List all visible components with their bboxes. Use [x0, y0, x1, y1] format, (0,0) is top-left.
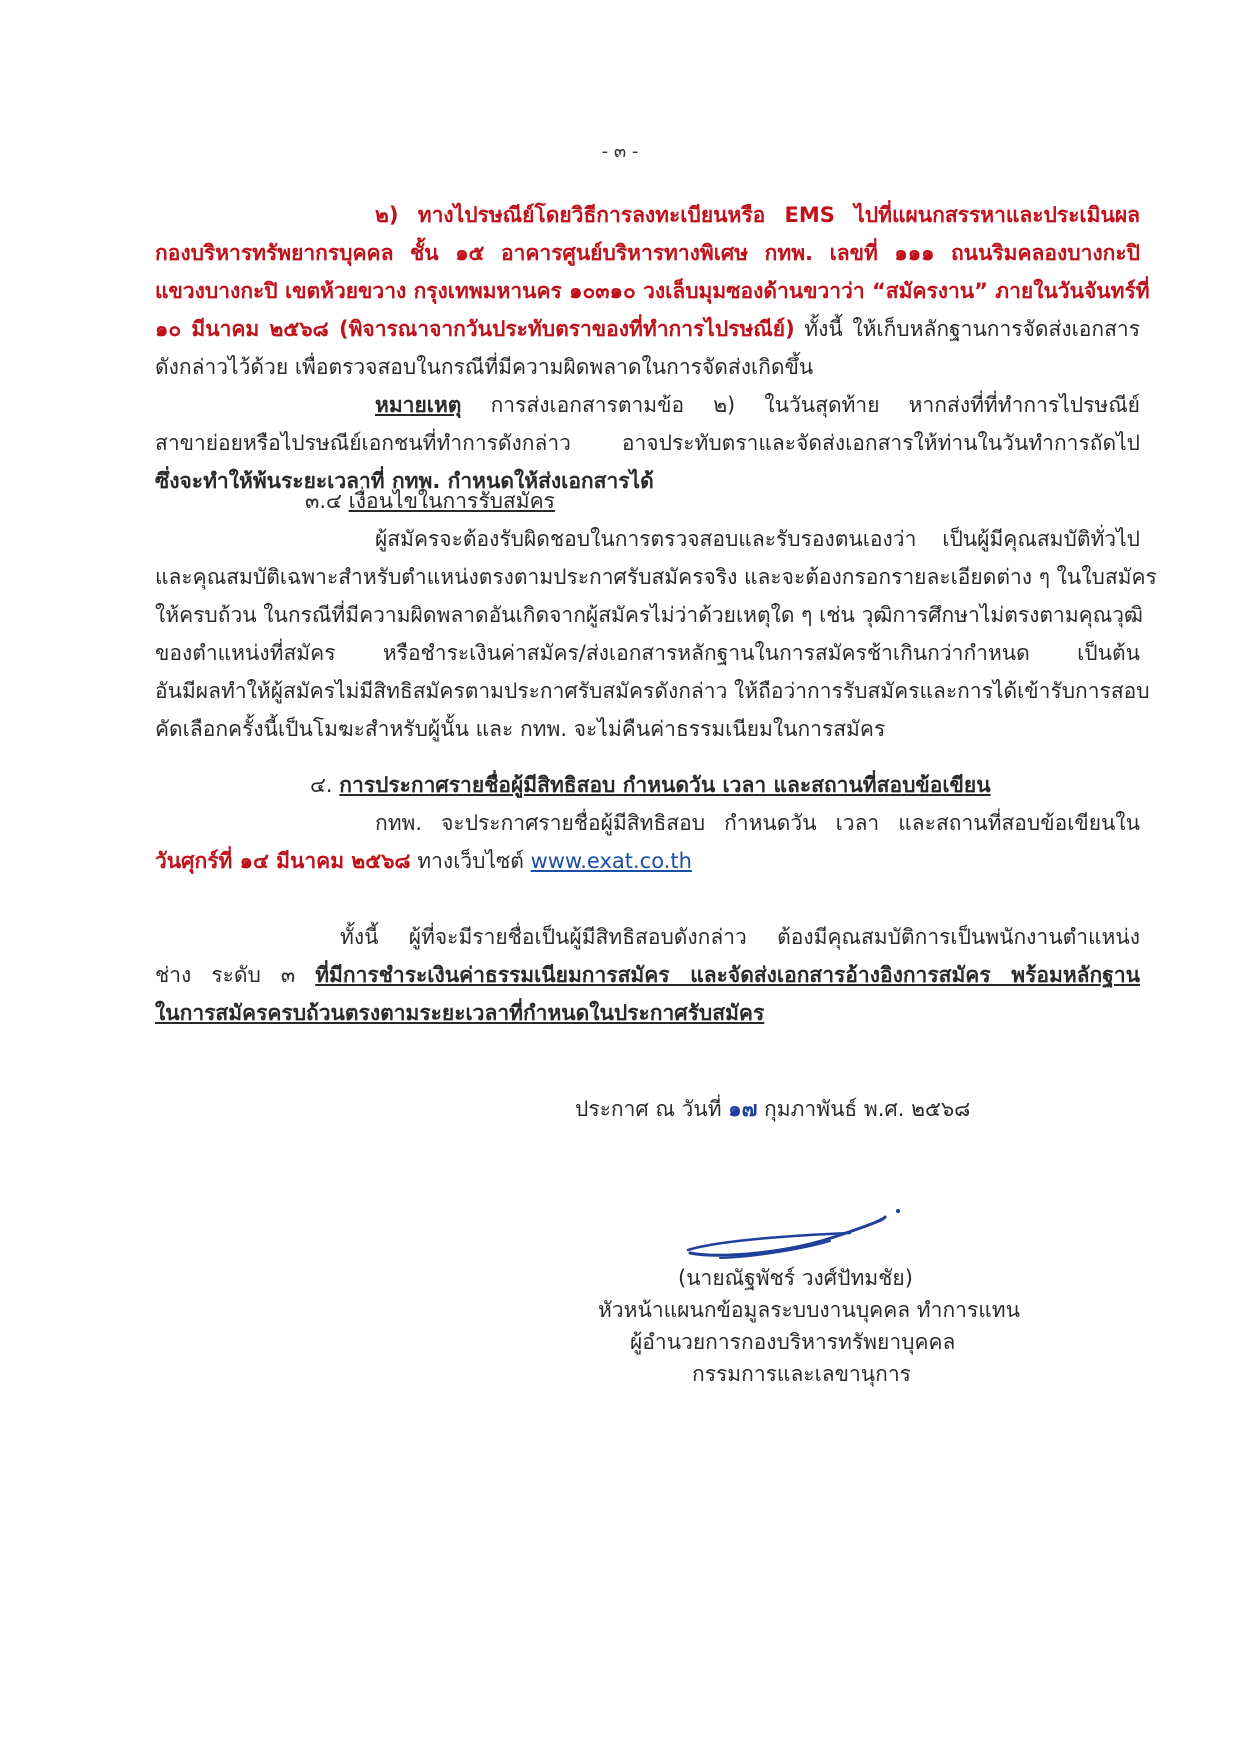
signatory-name: (นายณัฐพัชร์ วงศ์ปัทมชัย) [678, 1266, 913, 1290]
postal-line-5: ดังกล่าวไว้ด้วย เพื่อตรวจสอบในกรณีที่มีความผิดพลาดในการจัดส่งเกิดขึ้น [155, 355, 814, 379]
announce-date [575, 1090, 970, 1128]
signatory-title-2: ผู้อำนวยการกองบริหารทรัพยาบุคคล [630, 1330, 956, 1354]
section-3-4-line-2: และคุณสมบัติเฉพาะสำหรับตำแหน่งตรงตามประกาศรับสมัครจริง และจะต้องกรอกรายละเอียดต่าง ๆ ในใบสมัคร [155, 565, 1157, 589]
closing-line-3 [155, 994, 1140, 1032]
section-3-4-line-4: ของตำแหน่งที่สมัคร หรือชำระเงินค่าสมัคร/ส่งเอกสารหลักฐานในการสมัครช้าเกินกว่ากำหนด เป็นต้น [155, 641, 1140, 665]
note-line-1-rest: การส่งเอกสารตามข้อ ๒) ในวันสุดท้าย หากส่งที่ที่ทำการไปรษณีย์ [461, 393, 1140, 417]
website-link[interactable]: www.exat.co.th [530, 849, 692, 873]
section-3-4-heading [155, 482, 1140, 520]
postal-line-3: แขวงบางกะปิ เขตห้วยขวาง กรุงเทพมหานคร ๑๐๓๑๐ วงเล็บมุมซองด้านขวาว่า “สมัครงาน” ภายในวันจันทร์ที่ [155, 279, 1150, 303]
signature-image [680, 1195, 910, 1265]
note-line-3: ซึ่งจะทำให้พ้นระยะเวลาที่ กทพ. กำหนดให้ส่งเอกสารได้ [155, 469, 654, 493]
section-3-4-line-1: ผู้สมัครจะต้องรับผิดชอบในการตรวจสอบและรับรองตนเองว่า เป็นผู้มีคุณสมบัติทั่วไป [375, 527, 1140, 551]
section-4-line-2-rest: ทางเว็บไซต์ [410, 849, 531, 873]
announce-prefix: ประกาศ ณ วันที่ [575, 1097, 729, 1121]
section-4-heading [155, 766, 1140, 804]
section-3-4-line-5: อันมีผลทำให้ผู้สมัครไม่มีสิทธิสมัครตามประกาศรับสมัครดังกล่าว ให้ถือว่าการรับสมัครและการได้เข้ารับการสอบ [155, 679, 1150, 703]
postal-submission-section [155, 196, 1150, 386]
section-4-number: ๔. [310, 773, 340, 797]
section-4 [155, 766, 1140, 880]
section-3-4-number: ๓.๔ [305, 489, 349, 513]
closing-section [155, 918, 1140, 1032]
announce-suffix: กุมภาพันธ์ พ.ศ. ๒๕๖๘ [757, 1097, 971, 1121]
postal-line-2: กองบริหารทรัพยากรบุคคล ชั้น ๑๕ อาคารศูนย์บริหารทางพิเศษ กทพ. เลขที่ ๑๑๑ ถนนริมคลองบางกะปิ [155, 241, 1140, 265]
note-line-1 [155, 386, 1140, 424]
section-3-4-line-6: คัดเลือกครั้งนี้เป็นโมฆะสำหรับผู้นั้น และ กทพ. จะไม่คืนค่าธรรมเนียมในการสมัคร [155, 717, 886, 741]
closing-line-1: ทั้งนี้ ผู้ที่จะมีรายชื่อเป็นผู้มีสิทธิสอบดังกล่าว ต้องมีคุณสมบัติการเป็นพนักงานตำแหน่ง [340, 925, 1140, 949]
signatory-block [500, 1262, 1140, 1390]
section-4-title: การประกาศรายชื่อผู้มีสิทธิสอบ กำหนดวัน เวลา และสถานที่สอบข้อเขียน [339, 773, 991, 797]
closing-line-2 [155, 956, 1140, 994]
page-number: - ๓ - [601, 141, 639, 162]
note-label: หมายเหตุ [375, 393, 462, 417]
section-4-line-2 [155, 842, 1140, 880]
section-3-4-title: เงื่อนไขในการรับสมัคร [348, 489, 555, 513]
closing-line-2-bold: ที่มีการชำระเงินค่าธรรมเนียมการสมัคร และจัดส่งเอกสารอ้างอิงการสมัคร พร้อมหลักฐาน [315, 963, 1140, 987]
announce-day: ๑๗ [728, 1097, 758, 1121]
section-4-line-1: กทพ. จะประกาศรายชื่อผู้มีสิทธิสอบ กำหนดวัน เวลา และสถานที่สอบข้อเขียนใน [375, 811, 1140, 835]
postal-line-4 [155, 310, 1140, 348]
note-line-2: สาขาย่อยหรือไปรษณีย์เอกชนที่ทำการดังกล่าว อาจประทับตราและจัดส่งเอกสารให้ท่านในวันทำการถัดไป [155, 431, 1140, 455]
postal-line-4-rest: ทั้งนี้ ให้เก็บหลักฐานการจัดส่งเอกสาร [794, 317, 1140, 341]
closing-line-2-plain: ช่าง ระดับ ๓ [155, 963, 316, 987]
signatory-title-1: หัวหน้าแผนกข้อมูลระบบงานบุคคล ทำการแทน [598, 1298, 1020, 1322]
announcement-date: วันศุกร์ที่ ๑๔ มีนาคม ๒๕๖๘ [155, 849, 411, 873]
section-3-4-line-3: ให้ครบถ้วน ในกรณีที่มีความผิดพลาดอันเกิดจากผู้สมัครไม่ว่าด้วยเหตุใด ๆ เช่น วุฒิการศึกษาไม่ตรงตามคุณวุฒิ [155, 603, 1143, 627]
closing-line-3-bold: ในการสมัครครบถ้วนตรงตามระยะเวลาที่กำหนดในประกาศรับสมัคร [155, 1001, 765, 1025]
postal-line-1: ๒) ทางไปรษณีย์โดยวิธีการลงทะเบียนหรือ EMS ไปที่แผนกสรรหาและประเมินผล [375, 203, 1140, 227]
signatory-title-3: กรรมการและเลขานุการ [692, 1362, 911, 1386]
postal-deadline: ๑๐ มีนาคม ๒๕๖๘ (พิจารณาจากวันประทับตราของที่ทำการไปรษณีย์) [155, 317, 795, 341]
section-3-4 [155, 482, 1157, 748]
